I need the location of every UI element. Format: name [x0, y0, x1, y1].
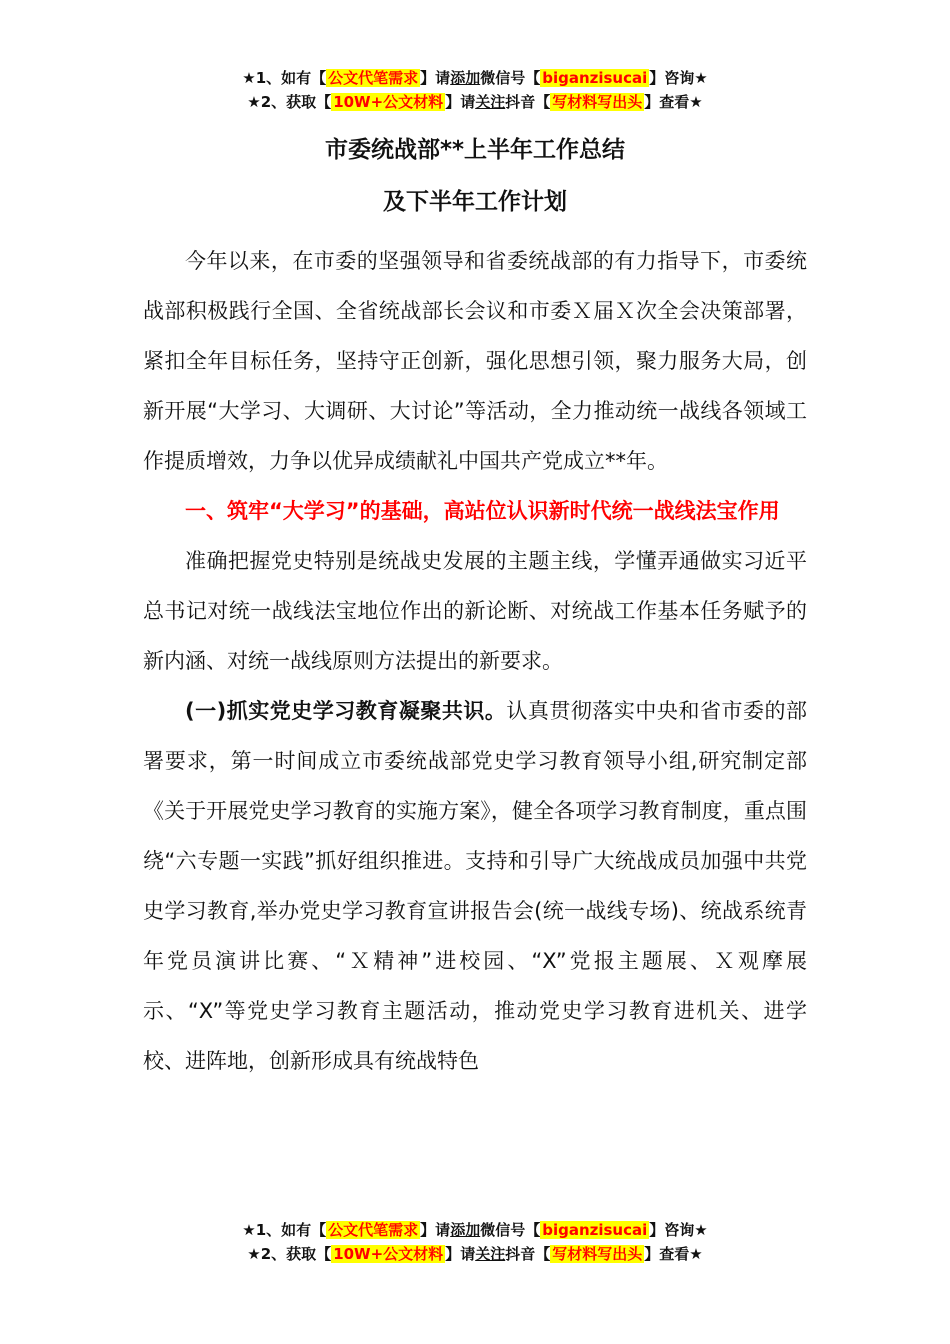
highlight-materials: 10W+公文材料 [333, 1245, 444, 1263]
highlight-wechat-id: biganzisucai [542, 1221, 648, 1239]
item-text: 认真贯彻落实中央和省市委的部署要求，第一时间成立市委统战部党史学习教育领导小组,研究制定部《关于开展党史学习教育的实施方案》，健全各项学习教育制度，重点围绕“六专题一实践”抓好组织推进。支持和引导广大统战成员加强中共党史学习教育,举办党史学习教育宣讲报告会(统一战线专场)、统战系统青年党员演讲比赛、“Ｘ精神”进校园、“X”党报主题展、Ｘ观摩展示、“X”等党史学习教育主题活动，推动党史学习教育进机关、进学校、进阵地，创新形成具有统战特色 [143, 699, 807, 1073]
section-paragraph: 准确把握党史特别是统战史发展的主题主线，学懂弄通做实习近平总书记对统一战线法宝地位作出的新论断、对统战工作基本任务赋予的新内涵、对统一战线原则方法提出的新要求。 [143, 549, 807, 673]
highlight-wechat-id: biganzisucai [542, 69, 648, 87]
section-heading: 一、筑牢“大学习”的基础，高站位认识新时代统一战线法宝作用 [185, 499, 780, 523]
highlight-service: 公文代笔需求 [328, 69, 419, 87]
highlight-douyin-id: 写材料写出头 [552, 93, 643, 111]
promo-line-2: ★2、获取【 10W+公文材料 】请关注抖音【 写材料写出头 】查看★ [247, 1245, 703, 1263]
promo-banner-top [0, 66, 950, 114]
highlight-materials: 10W+公文材料 [333, 93, 444, 111]
promo-line-2: ★2、获取【 10W+公文材料 】请关注抖音【 写材料写出头 】查看★ [247, 93, 703, 111]
promo-line-1: ★1、如有【 公文代笔需求 】请添加微信号【 biganzisucai 】咨询★ [242, 69, 708, 87]
highlight-douyin-id: 写材料写出头 [552, 1245, 643, 1263]
document-body [143, 236, 807, 1086]
promo-banner-bottom [0, 1218, 950, 1266]
promo-line-1: ★1、如有【 公文代笔需求 】请添加微信号【 biganzisucai 】咨询★ [242, 1221, 708, 1239]
highlight-service: 公文代笔需求 [328, 1221, 419, 1239]
item-lead: (一)抓实党史学习教育凝聚共识。 [185, 699, 507, 723]
document-subtitle: 及下半年工作计划 [383, 189, 567, 215]
item-paragraph [143, 686, 807, 1086]
intro-paragraph: 今年以来，在市委的坚强领导和省委统战部的有力指导下，市委统战部积极践行全国、全省统战部长会议和市委Ｘ届Ｘ次全会决策部署，紧扣全年目标任务，坚持守正创新，强化思想引领，聚力服务大局，创新开展“大学习、大调研、大讨论”等活动，全力推动统一战线各领域工作提质增效，力争以优异成绩献礼中国共产党成立**年。 [143, 249, 807, 473]
document-title: 市委统战部**上半年工作总结 [324, 137, 626, 163]
